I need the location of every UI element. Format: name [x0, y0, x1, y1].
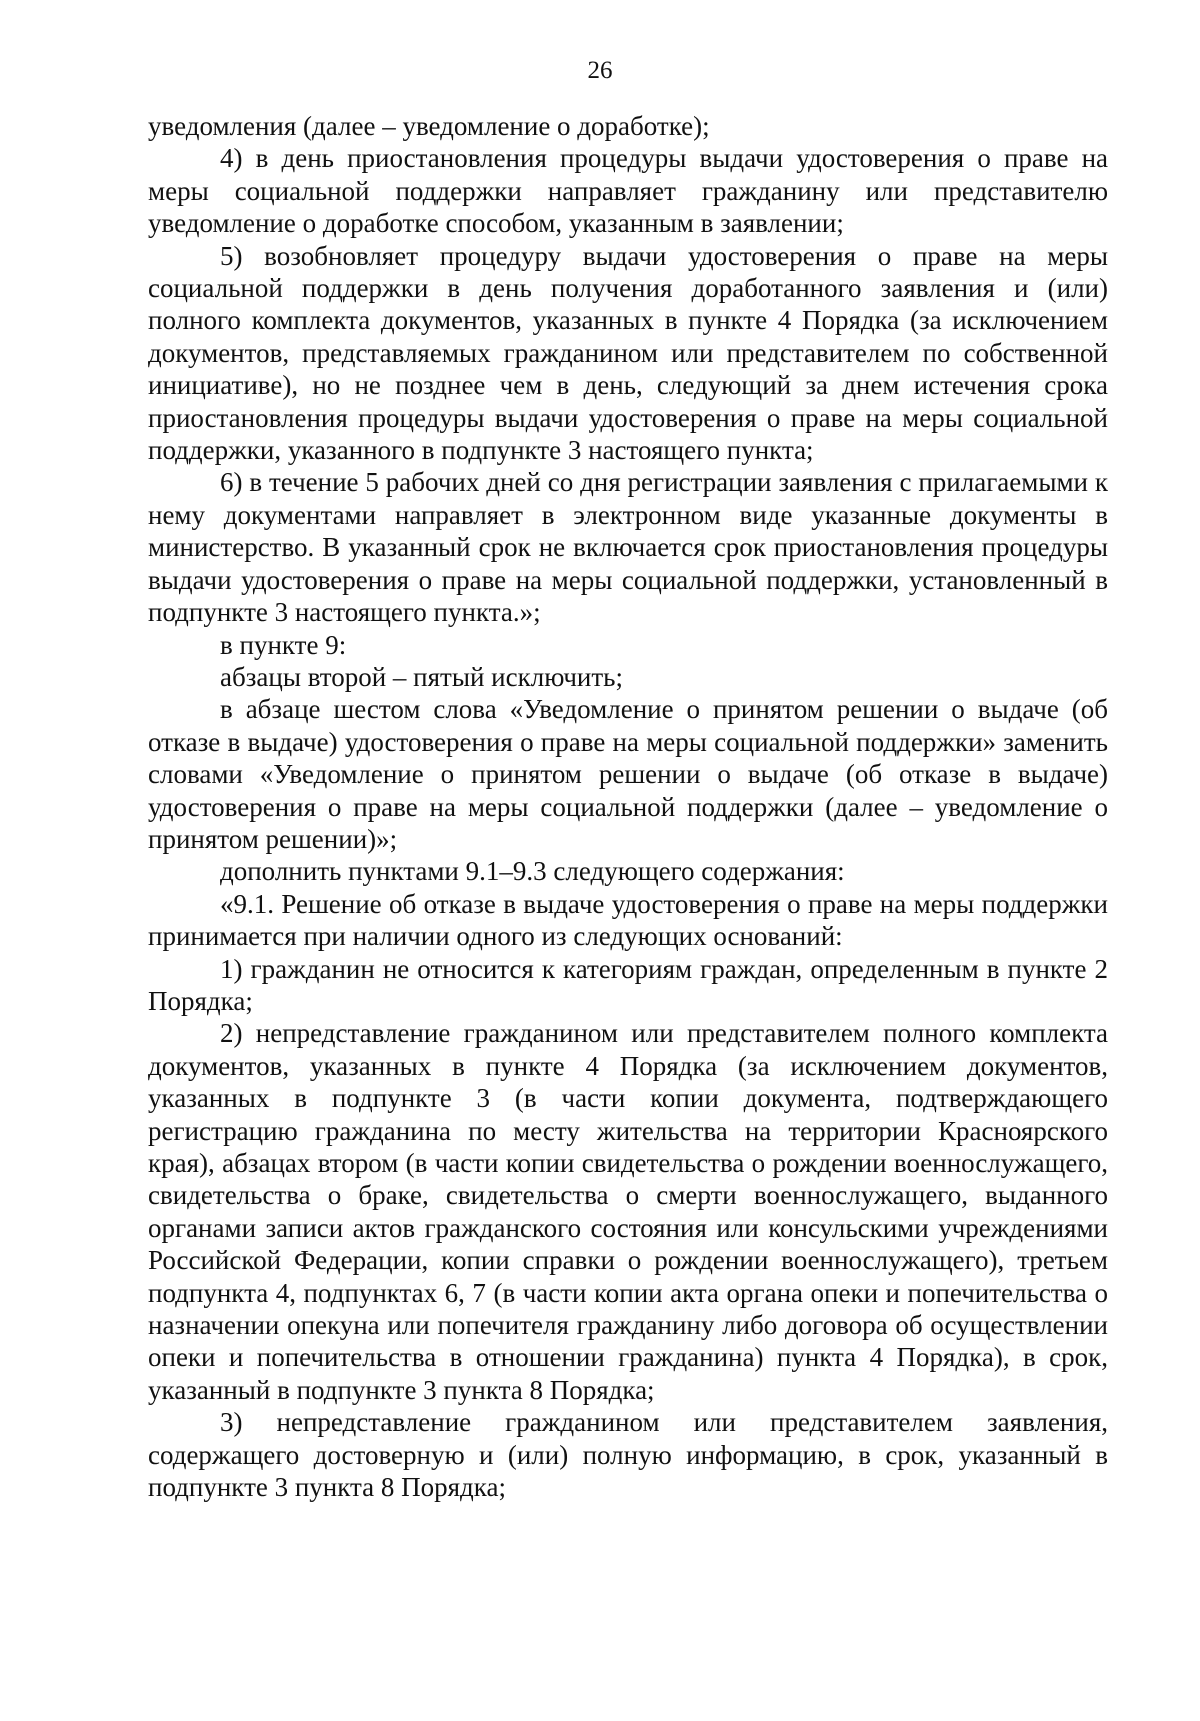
- paragraph-item-4: 4) в день приостановления процедуры выдачи удостоверения о праве на меры социальной поддержки направляет гражданину или представителю уведомление о доработке способом, указанным в заявлении;: [148, 143, 1108, 239]
- paragraph-reason-1: 1) гражданин не относится к категориям граждан, определенным в пункте 2 Порядка;: [148, 953, 1108, 1016]
- paragraph-item-6: 6) в течение 5 рабочих дней со дня регистрации заявления с прилагаемыми к нему документами направляет в электронном виде указанные документы в министерство. В указанный срок не включается срок приостановления процедуры выдачи удостоверения о праве на меры социальной поддержки, установленный в подпункте 3 настоящего пункта.»;: [148, 467, 1108, 628]
- paragraph-reason-3: 3) непредставление гражданином или представителем заявления, содержащего достоверную и (или) полную информацию, в срок, указанный в подпункте 3 пункта 8 Порядка;: [148, 1407, 1108, 1503]
- document-body: [148, 110, 1108, 1503]
- paragraph-point-9: в пункте 9:: [220, 629, 347, 660]
- paragraph-item-5: 5) возобновляет процедуру выдачи удостоверения о праве на меры социальной поддержки в день получения доработанного заявления и (или) полного комплекта документов, указанных в пункте 4 Порядка (за исключением документов, представляемых гражданином или представителем по собственной инициативе), но не позднее чем в день, следующий за днем истечения срока приостановления процедуры выдачи удостоверения о праве на меры социальной поддержки, указанного в подпункте 3 настоящего пункта;: [148, 240, 1108, 466]
- paragraph-exclude: абзацы второй – пятый исключить;: [220, 661, 623, 692]
- paragraph-continuation: уведомления (далее – уведомление о доработке);: [148, 111, 710, 141]
- paragraph-replace-words: в абзаце шестом слова «Уведомление о принятом решении о выдаче (об отказе в выдаче) удостоверения о праве на меры социальной поддержки» заменить словами «Уведомление о принятом решении о выдаче (об отказе в выдаче) удостоверения о праве на меры социальной поддержки (далее – уведомление о принятом решении)»;: [148, 694, 1108, 854]
- paragraph-reason-2: 2) непредставление гражданином или представителем полного комплекта документов, указанных в пункте 4 Порядка (за исключением документов, указанных в подпункте 3 (в части копии документа, подтверждающего регистрацию гражданина по месту жительства на территории Красноярского края), абзацах втором (в части копии свидетельства о рождении военнослужащего, свидетельства о браке, свидетельства о смерти военнослужащего, выданного органами записи актов гражданского состояния или консульскими учреждениями Российской Федерации, копии справки о рождении военнослужащего), третьем подпункта 4, подпунктах 6, 7 (в части копии акта органа опеки и попечительства о назначении опекуна или попечителя гражданину либо договора об осуществлении опеки и попечительства в отношении гражданина) пункта 4 Порядка), в срок, указанный в подпункте 3 пункта 8 Порядка;: [148, 1018, 1108, 1405]
- paragraph-supplement: дополнить пунктами 9.1–9.3 следующего содержания:: [220, 856, 845, 887]
- page-number: 26: [587, 57, 613, 84]
- paragraph-9-1: «9.1. Решение об отказе в выдаче удостоверения о праве на меры поддержки принимается при наличии одного из следующих оснований:: [148, 888, 1108, 952]
